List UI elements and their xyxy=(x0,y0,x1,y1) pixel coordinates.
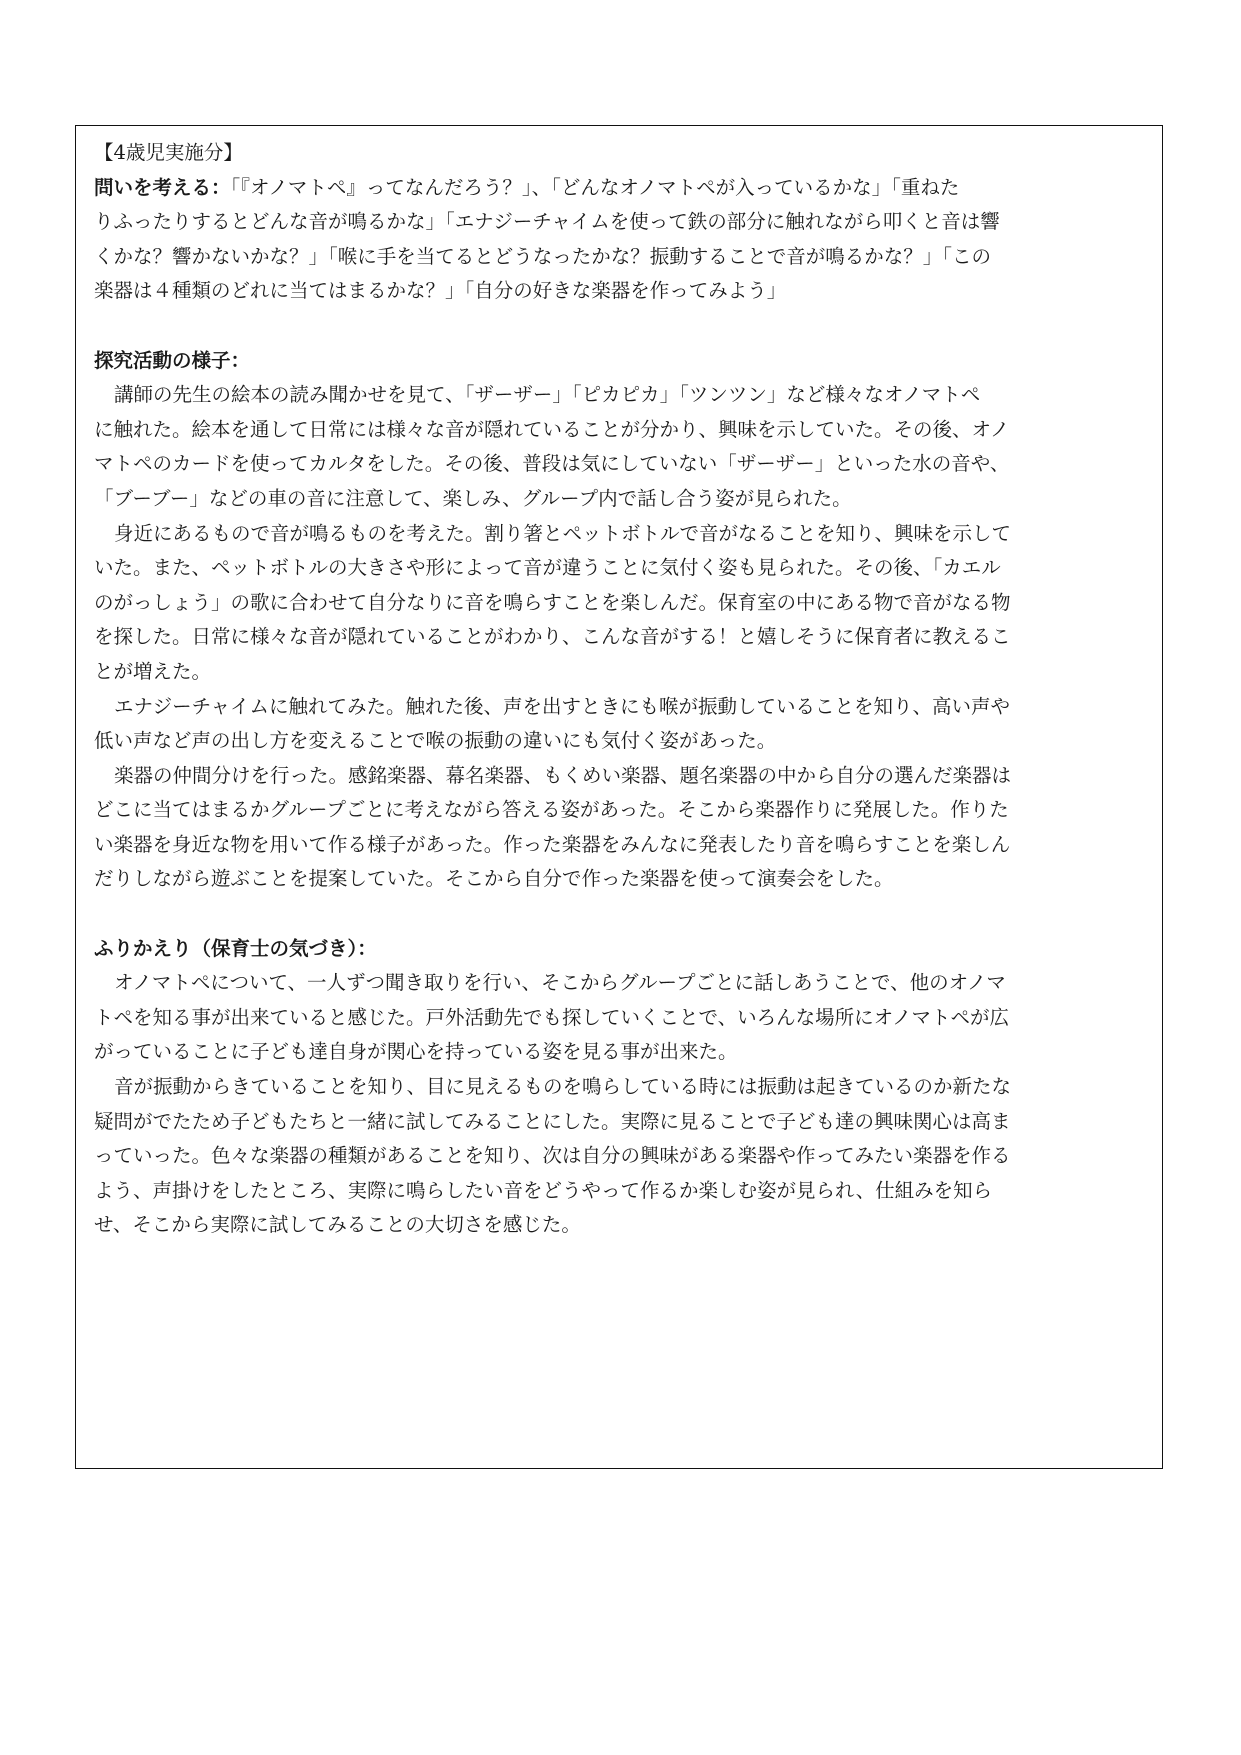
reflection-line: よう、声掛けをしたところ、実際に鳴らしたい音をどうやって作るか楽しむ姿が見られ、仕組みを知ら xyxy=(94,1178,993,1202)
activity-line: 低い声など声の出し方を変えることで喉の振動の違いにも気付く姿があった。 xyxy=(94,729,777,753)
reflection-heading: ふりかえり（保育士の気づき）： xyxy=(94,936,377,960)
activity-line: に触れた。絵本を通して日常には様々な音が隠れていることが分かり、興味を示していた。その後、オノ xyxy=(94,417,1010,441)
reflection-line: 疑問がでたため子どもたちと一緒に試してみることにした。実際に見ることで子ども達の興味関心は高ま xyxy=(94,1109,1011,1133)
questions-line: 「『オノマトペ』ってなんだろう？」、「どんなオノマトペが入っているかな」「重ねた xyxy=(230,175,960,199)
reflection-line: 音が振動からきていることを知り、目に見えるものを鳴らしている時には振動は起きているのか新たな xyxy=(114,1075,1012,1099)
activity-line: マトペのカードを使ってカルタをした。その後、普段は気にしていない「ザーザー」といった水の音や、 xyxy=(94,452,1010,476)
reflection-line: っていった。色々な楽器の種類があることを知り、次は自分の興味がある楽器や作ってみたい楽器を作る xyxy=(94,1144,1011,1168)
reflection-line: がっていることに子ども達自身が関心を持っている姿を見る事が出来た。 xyxy=(94,1040,738,1064)
document-frame xyxy=(75,125,1163,1469)
activity-line: のがっしょう」の歌に合わせて自分なりに音を鳴らすことを楽しんだ。保育室の中にある物で音がなる物 xyxy=(94,590,1011,614)
activity-line: いた。また、ペットボトルの大きさや形によって音が違うことに気付く姿も見られた。その後、「カエル xyxy=(94,556,1001,580)
activity-line: どこに当てはまるかグループごとに考えながら答える姿があった。そこから楽器作りに発展した。作りた xyxy=(94,798,1009,822)
questions-line: 楽器は４種類のどれに当てはまるかな？」「自分の好きな楽器を作ってみよう」 xyxy=(94,279,787,303)
activity-line: 身近にあるもので音が鳴るものを考えた。割り箸とペットボトルで音がなることを知り、興味を示して xyxy=(114,521,1012,545)
activity-line: 「ブーブー」などの車の音に注意して、楽しみ、グループ内で話し合う姿が見られた。 xyxy=(94,486,852,510)
spacer xyxy=(94,897,1144,932)
activity-line: い楽器を身近な物を用いて作る様子があった。作った楽器をみんなに発表したり音を鳴らすことを楽しん xyxy=(94,832,1011,856)
questions-first-line xyxy=(94,171,1144,206)
reflection-line: せ、そこから実際に試してみることの大切さを感じた。 xyxy=(94,1213,581,1237)
questions-line: くかな？響かないかな？」「喉に手を当てるとどうなったかな？振動することで音が鳴るかな？」「この xyxy=(94,244,992,268)
questions-line: りふったりするとどんな音が鳴るかな」「エナジーチャイムを使って鉄の部分に触れながら叩くと音は響 xyxy=(94,210,1000,234)
activity-heading: 探究活動の様子： xyxy=(94,348,251,372)
activity-line: を探した。日常に様々な音が隠れていることがわかり、こんな音がする！と嬉しそうに保育者に教えるこ xyxy=(94,625,1011,649)
section-title: 【4歳児実施分】 xyxy=(94,141,243,164)
activity-line: とが増えた。 xyxy=(94,659,212,683)
reflection-line: オノマトペについて、一人ずつ聞き取りを行い、そこからグループごとに話しあうことで、他のオノマ xyxy=(114,971,1006,995)
activity-line: だりしながら遊ぶことを提案していた。そこから自分で作った楽器を使って演奏会をした。 xyxy=(94,867,894,891)
activity-line: エナジーチャイムに触れてみた。触れた後、声を出すときにも喉が振動していることを知り、高い声や xyxy=(114,694,1011,718)
activity-line: 講師の先生の絵本の読み聞かせを見て、「ザーザー」「ピカピカ」「ツンツン」など様々なオノマトペ xyxy=(114,383,981,407)
spacer xyxy=(94,309,1144,344)
questions-heading: 問いを考える： xyxy=(94,175,231,199)
activity-line: 楽器の仲間分けを行った。感銘楽器、幕名楽器、もくめい楽器、題名楽器の中から自分の選んだ楽器は xyxy=(114,763,1012,787)
reflection-line: トペを知る事が出来ていると感じた。戸外活動先でも探していくことで、いろんな場所にオノマトペが広 xyxy=(94,1005,1009,1029)
